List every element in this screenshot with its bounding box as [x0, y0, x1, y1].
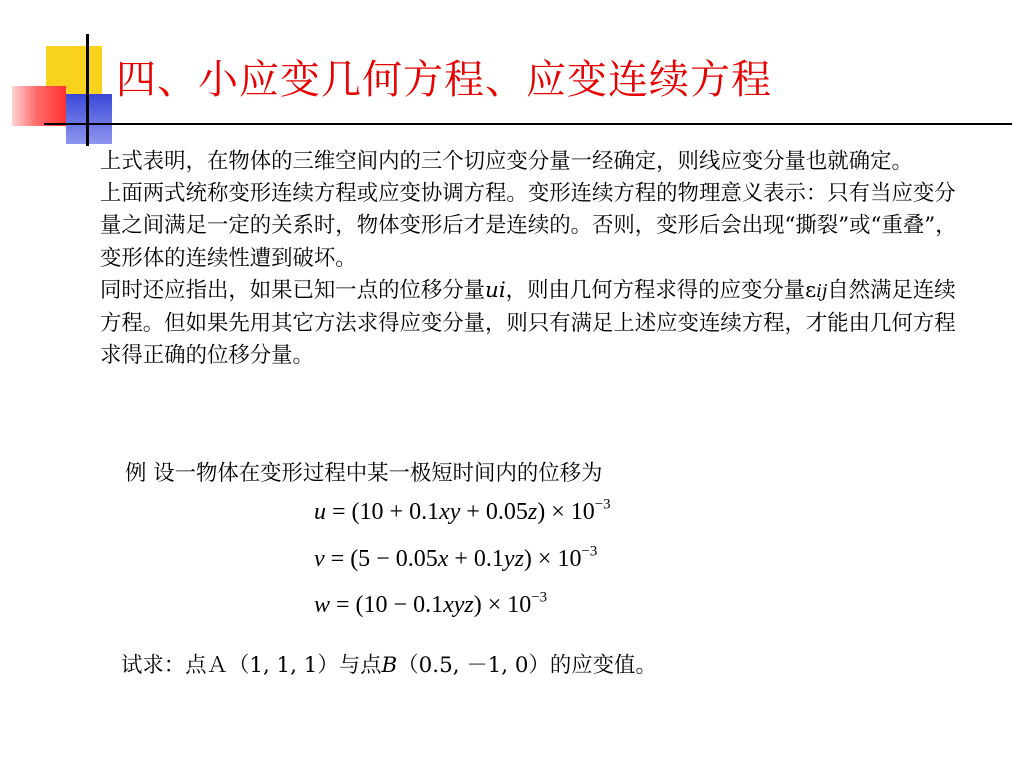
paragraph-2: 上面两式统称变形连续方程或应变协调方程。变形连续方程的物理意义表示：只有当应变分量之间满足一定的关系时，物体变形后才是连续的。否则，变形后会出现“撕裂”或“重叠”，变形体的连续性遭到破坏。 [100, 181, 957, 271]
equation-u [314, 497, 611, 527]
decor-blue-block [66, 94, 112, 144]
equation-w-lhs: w [314, 592, 331, 618]
equation-u-rhs: = (10 + 0.1 [332, 499, 440, 525]
equation-v-tail: ) × 10 [523, 546, 582, 572]
strain-subscript: ij [816, 281, 828, 302]
equation-u-exponent: −3 [594, 496, 611, 513]
equation-u-lhs: u [314, 499, 326, 525]
paragraph-3-part-b: ，则由几何方程求得的应变分量 [505, 277, 806, 303]
equation-w-var1: xyz [443, 592, 474, 618]
paragraph-1: 上式表明，在物体的三维空间内的三个切应变分量一经确定，则线应变分量也就确定。 [100, 149, 913, 174]
equation-u-var2: z [527, 499, 538, 525]
equation-w-tail: ) × 10 [473, 592, 532, 618]
equation-v-var1: x [437, 546, 449, 572]
equation-u-var1: xy [439, 499, 461, 525]
title-divider-line [44, 123, 1012, 125]
equation-w [314, 590, 547, 620]
question-text [121, 650, 657, 682]
example-intro: 例 设一物体在变形过程中某一极短时间内的位移为 [125, 461, 603, 486]
equation-v [314, 544, 597, 574]
equation-v-var2: yz [503, 546, 524, 572]
decor-red-block [12, 86, 66, 126]
equation-u-mid: + 0.05 [460, 499, 528, 525]
paragraph-3 [100, 275, 962, 373]
equation-u-tail: ) × 10 [537, 499, 595, 525]
decor-vertical-line [86, 34, 89, 146]
equation-w-rhs: = (10 − 0.1 [336, 592, 444, 618]
point-b-label: B [381, 653, 398, 678]
equation-v-exponent: −3 [581, 543, 598, 560]
equation-v-mid: + 0.1 [448, 546, 504, 572]
body-text [100, 146, 962, 372]
paragraph-3-part-c: 自然满足连续方程。但如果先用其它方法求得应变分量，则只有满足上述应变连续方程，才能由几何方程求得正确的位移分量。 [100, 277, 956, 369]
slide-title: 四、小应变几何方程、应变连续方程 [116, 57, 772, 103]
question-part-c: （0.5, －1, 0）的应变值。 [397, 653, 657, 678]
equation-w-exponent: −3 [531, 589, 548, 606]
equation-v-rhs: = (5 − 0.05 [330, 546, 438, 572]
paragraph-3-part-a: 同时还应指出，如果已知一点的位移分量 [100, 277, 486, 303]
question-part-a: 试求：点Ａ（1, 1, 1）与点 [121, 653, 382, 678]
displacement-symbol: ui [485, 277, 506, 303]
equation-v-lhs: v [314, 546, 325, 572]
strain-symbol: ε [805, 277, 817, 303]
